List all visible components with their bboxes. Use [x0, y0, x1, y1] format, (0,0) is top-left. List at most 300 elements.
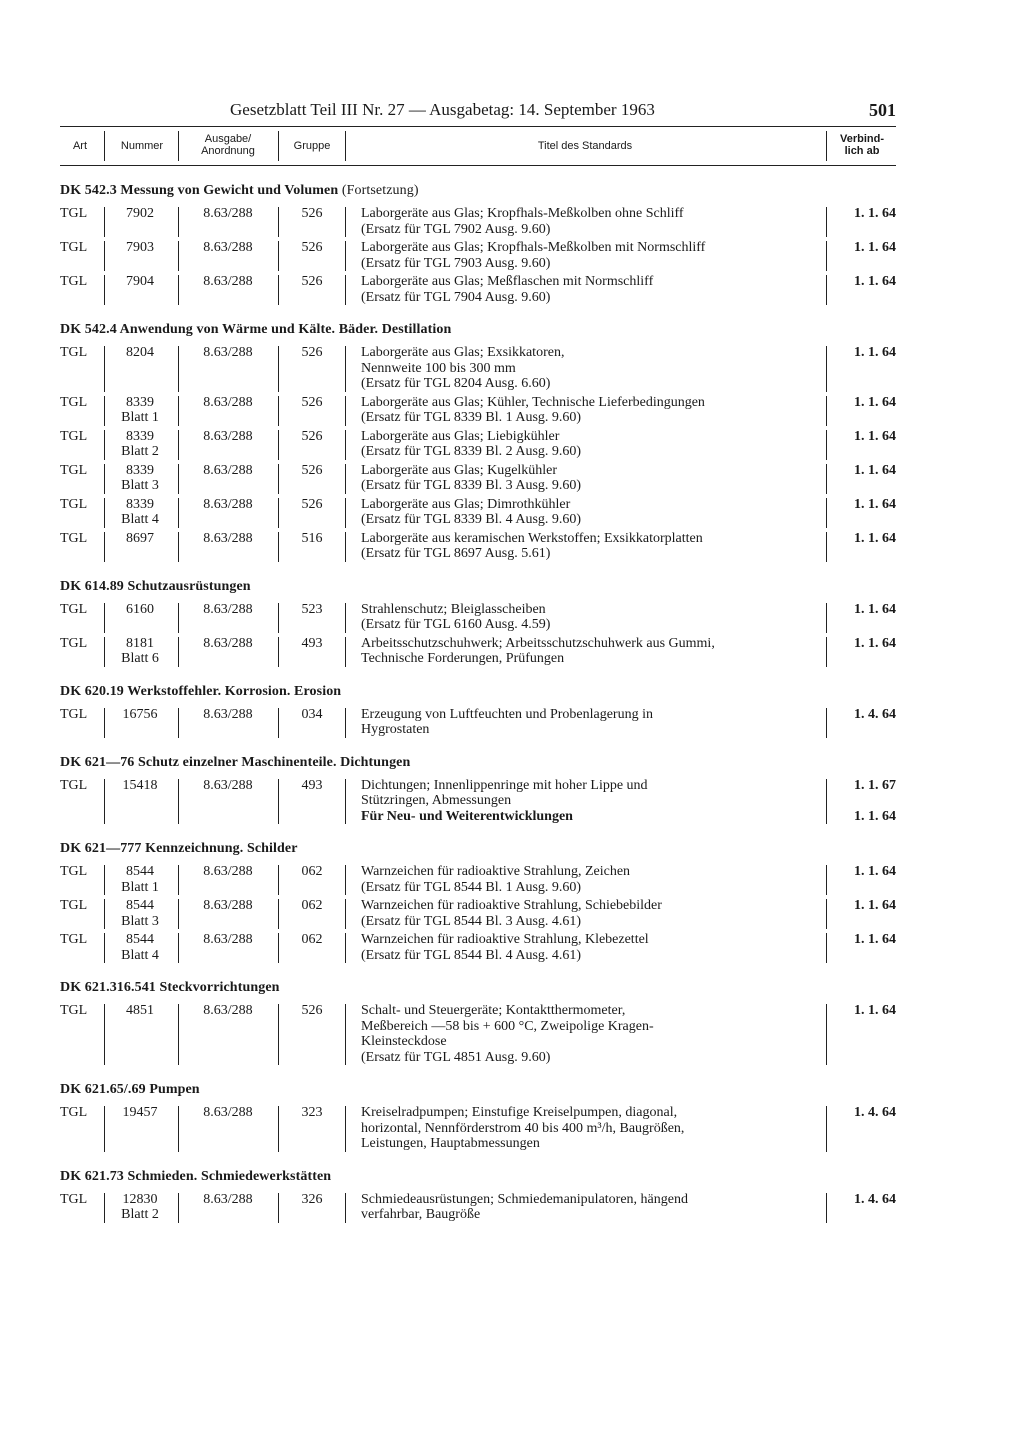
column-rule — [104, 241, 105, 271]
nummer-cell: 8544 Blatt 4 — [121, 932, 159, 963]
titel-text: Erzeugung von Luftfeuchten und Probenlagerung in Hygrostaten — [361, 706, 653, 737]
column-rule — [104, 1193, 105, 1223]
column-rule — [826, 865, 827, 895]
art-cell: TGL — [60, 1003, 88, 1018]
art-cell: TGL — [60, 274, 88, 289]
column-rule — [104, 396, 105, 426]
verbindlich-date: 1. 4. 64 — [854, 1191, 896, 1207]
section-heading — [60, 980, 896, 996]
column-rule — [345, 603, 346, 633]
section-title: Schmieden. Schmiedewerkstätten — [127, 1168, 332, 1184]
gruppe-cell: 323 — [301, 1105, 323, 1120]
verbindlich-date: 1. 1. 64 — [854, 345, 896, 360]
section-heading — [60, 841, 896, 857]
titel-text: Laborgeräte aus Glas; Dimrothkühler (Ersatz für TGL 8339 Bl. 4 Ausg. 9.60) — [361, 496, 582, 527]
column-rule — [104, 275, 105, 305]
column-rule — [826, 346, 827, 392]
titel-text: Arbeitsschutzschuhwerk; Arbeitsschutzschuhwerk aus Gummi, Technische Forderungen, Prüfungen — [361, 635, 715, 666]
art-cell: TGL — [60, 462, 88, 478]
titel-text: Laborgeräte aus Glas; Kugelkühler (Ersatz für TGL 8339 Bl. 3 Ausg. 9.60) — [361, 462, 582, 493]
ausgabe-cell: 8.63/288 — [203, 601, 253, 617]
verbindlich-date: 1. 1. 64 — [854, 394, 896, 410]
gruppe-cell: 493 — [301, 635, 323, 651]
col-titel-header: Titel des Standards — [537, 140, 633, 152]
column-rule — [826, 275, 827, 305]
column-rule — [104, 779, 105, 825]
column-rule — [826, 430, 827, 460]
verbindlich-cell — [824, 463, 896, 479]
titel-text: Warnzeichen für radioaktive Strahlung, Zeichen (Ersatz für TGL 8544 Bl. 1 Ausg. 9.60) — [361, 864, 631, 895]
table-row — [60, 707, 896, 738]
column-rule — [278, 396, 279, 426]
verbindlich-cell — [824, 274, 896, 290]
gruppe-cell: 326 — [301, 1191, 323, 1207]
column-rule — [278, 207, 279, 237]
gruppe-cell: 493 — [301, 777, 323, 793]
art-cell: TGL — [60, 428, 88, 444]
ausgabe-cell: 8.63/288 — [203, 394, 253, 410]
col-nummer-header: Nummer — [120, 140, 164, 152]
section-code: DK 621.65/.69 — [60, 1082, 146, 1097]
art-cell: TGL — [60, 394, 88, 410]
titel-cell — [361, 898, 821, 929]
art-cell: TGL — [60, 706, 88, 722]
table-row — [60, 1105, 896, 1152]
nummer-cell: 8339 Blatt 2 — [121, 428, 159, 459]
section — [60, 1169, 896, 1223]
verbindlich-date: 1. 4. 64 — [854, 706, 896, 722]
gruppe-cell: 034 — [301, 706, 323, 722]
table-row — [60, 429, 896, 460]
art-cell: TGL — [60, 601, 88, 617]
ausgabe-cell: 8.63/288 — [203, 1191, 253, 1207]
art-cell: TGL — [60, 777, 88, 793]
gruppe-cell: 526 — [301, 274, 323, 289]
table-row — [60, 1192, 896, 1223]
verbindlich-cell — [824, 395, 896, 411]
column-rule — [104, 637, 105, 667]
table-row — [60, 345, 896, 392]
nummer-cell: 8339 Blatt 1 — [121, 394, 159, 425]
titel-cell — [361, 395, 821, 426]
ausgabe-cell: 8.63/288 — [203, 635, 253, 651]
column-rule — [826, 498, 827, 528]
section-code: DK 542.3 — [60, 183, 117, 198]
column-rule — [278, 498, 279, 528]
art-cell: TGL — [60, 635, 88, 651]
column-rule — [178, 637, 179, 667]
verbindlich-date: 1. 1. 67 — [854, 777, 896, 793]
verbindlich-cell — [824, 240, 896, 256]
section-title: Anwendung von Wärme und Kälte. Bäder. Destillation — [119, 322, 452, 337]
column-rule — [278, 346, 279, 392]
column-rule — [278, 899, 279, 929]
titel-text: Strahlenschutz; Bleiglasscheiben (Ersatz für TGL 6160 Ausg. 4.59) — [361, 601, 551, 632]
verbindlich-date: 1. 1. 64 — [854, 240, 896, 255]
nummer-cell: 8544 Blatt 1 — [121, 864, 159, 895]
verbindlich-date: 1. 1. 64 — [854, 462, 896, 478]
column-rule — [345, 899, 346, 929]
column-rule — [178, 430, 179, 460]
ausgabe-cell: 8.63/288 — [203, 1105, 253, 1120]
verbindlich-cell — [824, 898, 896, 914]
table-row — [60, 274, 896, 305]
column-rule — [345, 532, 346, 562]
art-cell: TGL — [60, 898, 88, 913]
col-separator — [345, 131, 346, 161]
section — [60, 322, 896, 562]
column-rule — [345, 464, 346, 494]
column-rule — [178, 933, 179, 963]
column-rule — [104, 603, 105, 633]
column-rule — [104, 207, 105, 237]
ausgabe-cell: 8.63/288 — [203, 898, 253, 913]
ausgabe-cell: 8.63/288 — [203, 240, 253, 255]
titel-text: Laborgeräte aus keramischen Werkstoffen; Exsikkatorplatten (Ersatz für TGL 8697 Ausg. 5.61) — [361, 530, 703, 561]
column-rule — [278, 241, 279, 271]
titel-text: Laborgeräte aus Glas; Meßflaschen mit Normschliff (Ersatz für TGL 7904 Ausg. 9.60) — [361, 274, 654, 305]
table-row — [60, 531, 896, 562]
ausgabe-cell: 8.63/288 — [203, 706, 253, 722]
column-rule — [104, 1004, 105, 1065]
column-rule — [178, 779, 179, 825]
column-rule — [178, 1106, 179, 1152]
table-row — [60, 395, 896, 426]
nummer-cell: 7903 — [126, 240, 154, 255]
column-rule — [278, 275, 279, 305]
section — [60, 183, 896, 305]
column-rule — [178, 498, 179, 528]
art-cell: TGL — [60, 345, 88, 360]
ausgabe-cell: 8.63/288 — [203, 530, 253, 546]
column-rule — [345, 1004, 346, 1065]
table-row — [60, 497, 896, 528]
titel-text: Laborgeräte aus Glas; Exsikkatoren, Nennweite 100 bis 300 mm (Ersatz für TGL 8204 Ausg. 6.60) — [361, 345, 565, 391]
column-rule — [278, 779, 279, 825]
section-title: Pumpen — [149, 1082, 200, 1097]
gruppe-cell: 526 — [301, 462, 323, 478]
section-heading — [60, 684, 896, 700]
table-row — [60, 778, 896, 825]
page-number: 501 — [869, 100, 896, 120]
art-cell: TGL — [60, 240, 88, 255]
column-rule — [278, 1004, 279, 1065]
column-rule — [345, 933, 346, 963]
section-title: Kennzeichnung. Schilder — [145, 841, 298, 856]
verbindlich-date: 1. 1. 64 — [854, 496, 896, 512]
column-rule — [345, 708, 346, 738]
column-rule — [178, 464, 179, 494]
ausgabe-cell: 8.63/288 — [203, 496, 253, 512]
column-rule — [178, 708, 179, 738]
column-rule — [178, 532, 179, 562]
column-rule — [826, 1106, 827, 1152]
column-rule — [104, 1106, 105, 1152]
column-rule — [278, 1106, 279, 1152]
art-cell: TGL — [60, 530, 88, 546]
section-title: Werkstoffehler. Korrosion. Erosion — [127, 683, 342, 699]
column-rule — [178, 207, 179, 237]
column-rule — [178, 275, 179, 305]
ausgabe-cell: 8.63/288 — [203, 1003, 253, 1018]
column-rule — [345, 637, 346, 667]
section-code: DK 614.89 — [60, 578, 124, 594]
verbindlich-cell — [824, 429, 896, 445]
gruppe-cell: 526 — [301, 345, 323, 360]
column-rule — [345, 396, 346, 426]
column-rule — [826, 1193, 827, 1223]
column-rule — [345, 346, 346, 392]
verbindlich-date: 1. 4. 64 — [854, 1105, 896, 1120]
column-rule — [826, 532, 827, 562]
section-title: Messung von Gewicht und Volumen — [120, 183, 339, 198]
column-rule — [826, 207, 827, 237]
verbindlich-date: 1. 1. 64 — [854, 428, 896, 444]
col-separator — [104, 131, 105, 161]
col-ausgabe-header: Ausgabe/ Anordnung — [201, 133, 255, 157]
section-heading — [60, 183, 896, 199]
gruppe-cell: 062 — [301, 864, 323, 879]
ausgabe-cell: 8.63/288 — [203, 274, 253, 289]
column-rule — [104, 464, 105, 494]
ausgabe-cell: 8.63/288 — [203, 777, 253, 793]
titel-cell — [361, 531, 821, 562]
verbindlich-date: 1. 1. 64 — [854, 530, 896, 546]
verbindlich-cell — [824, 932, 896, 948]
titel-cell — [361, 240, 821, 271]
column-rule — [178, 865, 179, 895]
section — [60, 980, 896, 1065]
nummer-cell: 8204 — [126, 345, 154, 360]
column-rule — [826, 637, 827, 667]
verbindlich-cell — [824, 1105, 896, 1121]
verbindlich-cell — [824, 345, 896, 361]
section — [60, 841, 896, 963]
column-rule — [104, 498, 105, 528]
nummer-cell: 8339 Blatt 4 — [121, 496, 159, 527]
column-rule — [178, 241, 179, 271]
titel-text: Kreiselradpumpen; Einstufige Kreiselpumpen, diagonal, horizontal, Nennförderstrom 40 bis 400 m³/h, Baugrößen, Leistungen, Hauptabmessungen — [361, 1105, 685, 1151]
titel-text: Dichtungen; Innenlippenringe mit hoher Lippe und Stützringen, Abmessungen — [361, 777, 648, 808]
verbindlich-cell — [824, 497, 896, 513]
verbindlich-date: 1. 1. 64 — [854, 932, 896, 947]
titel-text: Schmiedeausrüstungen; Schmiedemanipulatoren, hängend verfahrbar, Baugröße — [361, 1191, 688, 1222]
column-rule — [826, 899, 827, 929]
gruppe-cell: 062 — [301, 898, 323, 913]
art-cell: TGL — [60, 864, 88, 879]
titel-text: Laborgeräte aus Glas; Kühler, Technische Lieferbedingungen (Ersatz für TGL 8339 Bl. 1 Ausg. 9.60) — [361, 394, 705, 425]
art-cell: TGL — [60, 1191, 88, 1207]
column-rule — [104, 933, 105, 963]
titel-note: Für Neu- und Weiterentwicklungen — [361, 808, 573, 824]
ausgabe-cell: 8.63/288 — [203, 206, 253, 221]
col-gruppe-header: Gruppe — [293, 140, 331, 152]
table-row — [60, 636, 896, 667]
column-rule — [826, 241, 827, 271]
nummer-cell: 7902 — [126, 206, 154, 221]
ausgabe-cell: 8.63/288 — [203, 932, 253, 947]
column-rule — [345, 275, 346, 305]
titel-text: Laborgeräte aus Glas; Kropfhals-Meßkolben mit Normschliff (Ersatz für TGL 7903 Ausg. 9.60) — [361, 240, 706, 271]
verbindlich-date: 1. 1. 64 — [854, 898, 896, 913]
titel-text: Laborgeräte aus Glas; Kropfhals-Meßkolben ohne Schliff (Ersatz für TGL 7902 Ausg. 9.60) — [361, 206, 684, 237]
column-rule — [278, 532, 279, 562]
section-continuation: (Fortsetzung) — [341, 183, 419, 198]
section-code: DK 621—777 — [60, 841, 142, 856]
column-rule — [345, 498, 346, 528]
column-rule — [178, 1004, 179, 1065]
section-title: Steckvorrichtungen — [159, 980, 280, 995]
gruppe-cell: 062 — [301, 932, 323, 947]
section — [60, 684, 896, 738]
column-rule — [178, 346, 179, 392]
section-heading — [60, 322, 896, 338]
column-rule — [345, 1106, 346, 1152]
section-code: DK 621.73 — [60, 1168, 124, 1184]
gazette-title: Gesetzblatt Teil III Nr. 27 — Ausgabetag: 14. September 1963 — [230, 100, 655, 119]
titel-text: Laborgeräte aus Glas; Liebigkühler (Ersatz für TGL 8339 Bl. 2 Ausg. 9.60) — [361, 428, 582, 459]
column-rule — [178, 899, 179, 929]
titel-cell — [361, 864, 821, 895]
col-art-header: Art — [72, 140, 88, 152]
gruppe-cell: 516 — [301, 530, 323, 546]
verbindlich-cell — [824, 1192, 896, 1208]
column-rule — [345, 241, 346, 271]
verbindlich-cell — [824, 531, 896, 547]
column-rule — [104, 865, 105, 895]
nummer-cell: 6160 — [126, 601, 154, 617]
section-heading — [60, 1082, 896, 1098]
titel-cell — [361, 636, 821, 667]
verbindlich-date: 1. 1. 64 — [854, 601, 896, 617]
column-rule — [826, 464, 827, 494]
art-cell: TGL — [60, 496, 88, 512]
column-rule — [826, 779, 827, 825]
column-rule — [826, 603, 827, 633]
table-row — [60, 240, 896, 271]
column-rule — [278, 430, 279, 460]
section-heading — [60, 755, 896, 771]
column-rule — [178, 1193, 179, 1223]
art-cell: TGL — [60, 1105, 88, 1120]
verbindlich-date: 1. 1. 64 — [854, 808, 896, 824]
titel-cell — [361, 778, 821, 825]
column-rule — [278, 603, 279, 633]
gruppe-cell: 526 — [301, 496, 323, 512]
titel-cell — [361, 345, 821, 392]
column-rule — [278, 464, 279, 494]
column-rule — [826, 1004, 827, 1065]
verbindlich-date: 1. 1. 64 — [854, 864, 896, 879]
table-row — [60, 1003, 896, 1065]
document-page — [60, 100, 896, 1226]
column-rule — [826, 396, 827, 426]
art-cell: TGL — [60, 206, 88, 221]
nummer-cell: 8181 Blatt 6 — [121, 635, 159, 666]
table-row — [60, 463, 896, 494]
column-rule — [278, 708, 279, 738]
column-rule — [104, 708, 105, 738]
column-header-row — [60, 127, 896, 166]
titel-cell — [361, 497, 821, 528]
table-row — [60, 864, 896, 895]
column-rule — [104, 346, 105, 392]
column-rule — [178, 603, 179, 633]
table-row — [60, 206, 896, 237]
titel-cell — [361, 602, 821, 633]
col-verbindlich-header: Verbind- lich ab — [839, 133, 884, 157]
nummer-cell: 4851 — [126, 1003, 154, 1018]
gruppe-cell: 526 — [301, 394, 323, 410]
standards-list — [60, 183, 896, 1223]
gruppe-cell: 523 — [301, 601, 323, 617]
col-separator — [278, 131, 279, 161]
titel-cell — [361, 1192, 821, 1223]
ausgabe-cell: 8.63/288 — [203, 345, 253, 360]
titel-cell — [361, 1003, 821, 1065]
gruppe-cell: 526 — [301, 428, 323, 444]
titel-cell — [361, 206, 821, 237]
nummer-cell: 19457 — [122, 1105, 158, 1120]
column-rule — [345, 779, 346, 825]
nummer-cell: 16756 — [122, 706, 158, 722]
ausgabe-cell: 8.63/288 — [203, 428, 253, 444]
titel-cell — [361, 932, 821, 963]
titel-cell — [361, 429, 821, 460]
gruppe-cell: 526 — [301, 1003, 323, 1018]
column-rule — [826, 708, 827, 738]
titel-cell — [361, 274, 821, 305]
section-title: Schutz einzelner Maschinenteile. Dichtungen — [138, 754, 411, 770]
column-rule — [278, 865, 279, 895]
titel-cell — [361, 463, 821, 494]
gruppe-cell: 526 — [301, 206, 323, 221]
column-rule — [178, 396, 179, 426]
titel-cell — [361, 707, 821, 738]
column-rule — [278, 637, 279, 667]
ausgabe-cell: 8.63/288 — [203, 462, 253, 478]
section-code: DK 621.316.541 — [60, 980, 156, 995]
verbindlich-cell — [824, 1003, 896, 1019]
column-rule — [826, 933, 827, 963]
verbindlich-cell — [824, 206, 896, 222]
nummer-cell: 12830 Blatt 2 — [121, 1191, 159, 1222]
column-rule — [345, 207, 346, 237]
column-rule — [104, 899, 105, 929]
nummer-cell: 8339 Blatt 3 — [121, 462, 159, 493]
titel-text: Warnzeichen für radioaktive Strahlung, Schiebebilder (Ersatz für TGL 8544 Bl. 3 Ausg. 4.61) — [361, 898, 662, 929]
section-heading — [60, 1169, 896, 1185]
column-rule — [345, 865, 346, 895]
titel-text: Schalt- und Steuergeräte; Kontaktthermometer, Meßbereich —58 bis + 600 °C, Zweipolige Kragen- Kleinsteckdose (Ersatz für TGL 4851 Ausg. 9.60) — [361, 1003, 654, 1065]
section-code: DK 542.4 — [60, 322, 117, 337]
nummer-cell: 8544 Blatt 3 — [121, 898, 159, 929]
titel-cell — [361, 1105, 821, 1152]
column-rule — [104, 430, 105, 460]
column-rule — [345, 430, 346, 460]
verbindlich-date: 1. 1. 64 — [854, 274, 896, 289]
table-row — [60, 932, 896, 963]
nummer-cell: 7904 — [126, 274, 154, 289]
table-row — [60, 898, 896, 929]
section-title: Schutzausrüstungen — [127, 578, 251, 594]
nummer-cell: 8697 — [126, 530, 154, 546]
verbindlich-cell — [824, 778, 896, 825]
column-rule — [278, 1193, 279, 1223]
verbindlich-cell — [824, 864, 896, 880]
nummer-cell: 15418 — [122, 777, 158, 793]
column-rule — [104, 532, 105, 562]
